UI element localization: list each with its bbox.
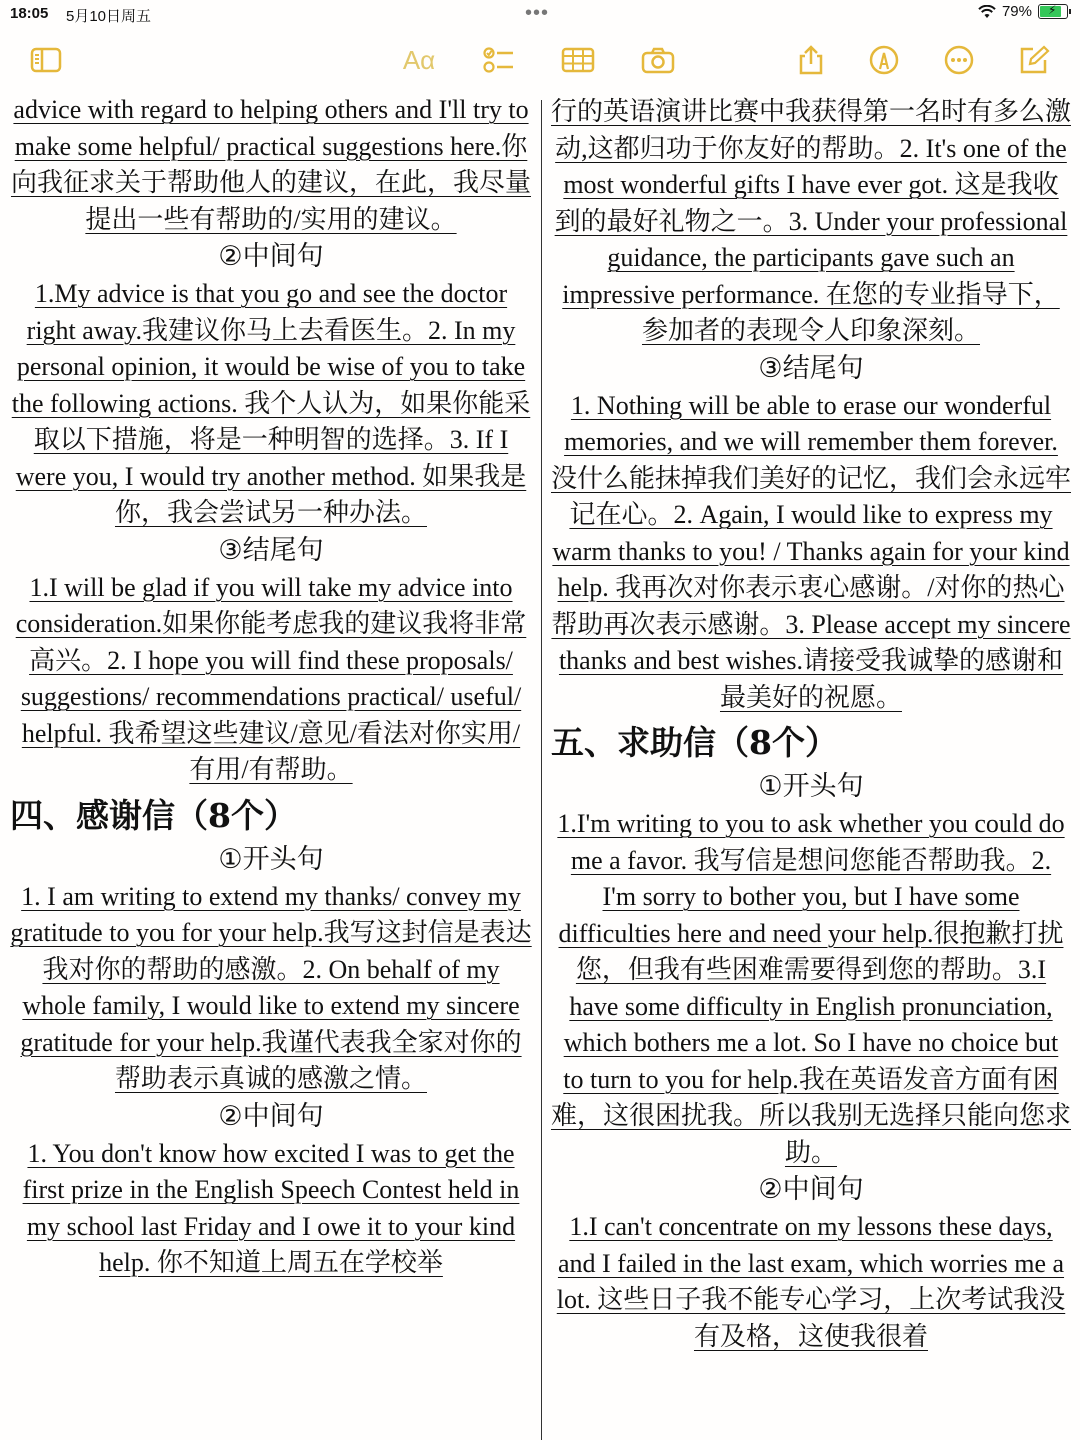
paragraph: 1. Nothing will be able to erase our wonderful memories, and we will remember them forever. 没什么能抹掉我们美好的记忆，我们会永远牢记在心。2. Again, I would like to express my warm thanks to you! / Thanks again for your kind help. 我再次对你表示衷心感谢。/对你的热心帮助再次表示感谢。3. Please accept my sincere thanks and best wishes.请接受我诚挚的感谢和最美好的祝愿。 — [551, 390, 1071, 712]
paragraph: advice with regard to helping others and I'll try to make some helpful/ practical suggestions here.你向我征求关于帮助他人的建议，在此，我尽量提出一些有帮助的/实用的建议。 — [10, 95, 531, 234]
status-bar — [0, 0, 1080, 28]
paragraph: 1.My advice is that you go and see the doctor right away.我建议你马上去看医生。2. In my personal opinion, it would be wise of you to take the following actions. 我个人认为，如果你能采取以下措施，将是一种明智的选择。3. If I were you, I would try another method. 如果我是你，我会尝试另一种办法。 — [11, 279, 531, 527]
left-column — [10, 92, 532, 1440]
paragraph: 1. You don't know how excited I was to get the first prize in the English Speech Contest held in my school last Friday and I owe it to your kind help. 你不知道上周五在学校举 — [22, 1138, 520, 1277]
notes-toolbar — [0, 36, 1080, 84]
format-button[interactable]: Aα — [402, 44, 436, 75]
table-icon[interactable] — [559, 44, 597, 76]
status-date: 5月10日周五 — [66, 8, 152, 25]
multitask-dots-icon[interactable]: ••• — [525, 2, 550, 24]
markup-icon[interactable] — [865, 44, 903, 76]
checklist-icon[interactable] — [479, 44, 517, 76]
section-subheading: ①开头句 — [218, 843, 324, 875]
status-time: 18:05 — [10, 5, 49, 22]
section-subheading: ②中间句 — [758, 1174, 864, 1205]
right-column — [551, 92, 1071, 1440]
more-icon[interactable] — [940, 44, 978, 76]
wifi-icon — [978, 5, 996, 19]
section-heading: 五、求助信（8个） — [551, 723, 838, 762]
section-subheading: ②中间句 — [218, 1100, 324, 1132]
battery-icon: ⚡ — [1038, 4, 1068, 19]
section-heading: 四、感谢信（8个） — [10, 795, 297, 835]
paragraph: 1.I can't concentrate on my lessons these days, and I failed in the last exam, which worries me a lot. 这些日子我不能专心学习，上次考试我没有及格，这使我很着 — [556, 1212, 1066, 1351]
section-subheading: ③结尾句 — [758, 352, 864, 384]
status-indicators — [978, 3, 1068, 20]
section-subheading: ③结尾句 — [218, 534, 324, 566]
paragraph: 行的英语演讲比赛中我获得第一名时有多么激动,这都归功于你友好的帮助。2. It's one of the most wonderful gifts I have ever got. 这是我收到的最好礼物之一。3. Under your professional guidance, the participants gave such an impressive performance. 在您的专业指导下，参加者的表现令人印象深刻。 — [551, 97, 1071, 345]
paragraph: 1. I am writing to extend my thanks/ convey my gratitude to you for your help.我写这封信是表达我对你的帮助的感激。2. On behalf of my whole family, I would like to extend my sincere gratitude for your help.我谨代表我全家对你的帮助表示真诚的感激之情。 — [10, 881, 532, 1093]
compose-icon[interactable] — [1015, 44, 1053, 76]
paragraph: 1.I'm writing to you to ask whether you could do me a favor. 我写信是想问您能否帮助我。2. I'm sorry to bother you, but I have some difficulties here and need your help.很抱歉打扰您，但我有些困难需要得到您的帮助。3.I have some difficulty in English pronunciation, which bothers me a lot. So I have no choice but to turn to you for help.我在英语发音方面有困难，这很困扰我。所以我别无选择只能向您求助。 — [551, 809, 1071, 1167]
sidebar-icon[interactable] — [27, 44, 65, 76]
column-divider — [541, 100, 542, 1440]
section-subheading: ①开头句 — [758, 771, 864, 802]
battery-percent: 79% — [1001, 3, 1032, 20]
paragraph: 1.I will be glad if you will take my advice into consideration.如果你能考虑我的建议我将非常高兴。2. I hope you will find these proposals/ suggestions/ recommendations practical/ useful/ helpful. 我希望这些建议/意见/看法对你实用/有用/有帮助。 — [15, 572, 527, 784]
share-icon[interactable] — [792, 44, 830, 76]
camera-icon[interactable] — [639, 44, 677, 76]
section-subheading: ②中间句 — [218, 241, 324, 272]
